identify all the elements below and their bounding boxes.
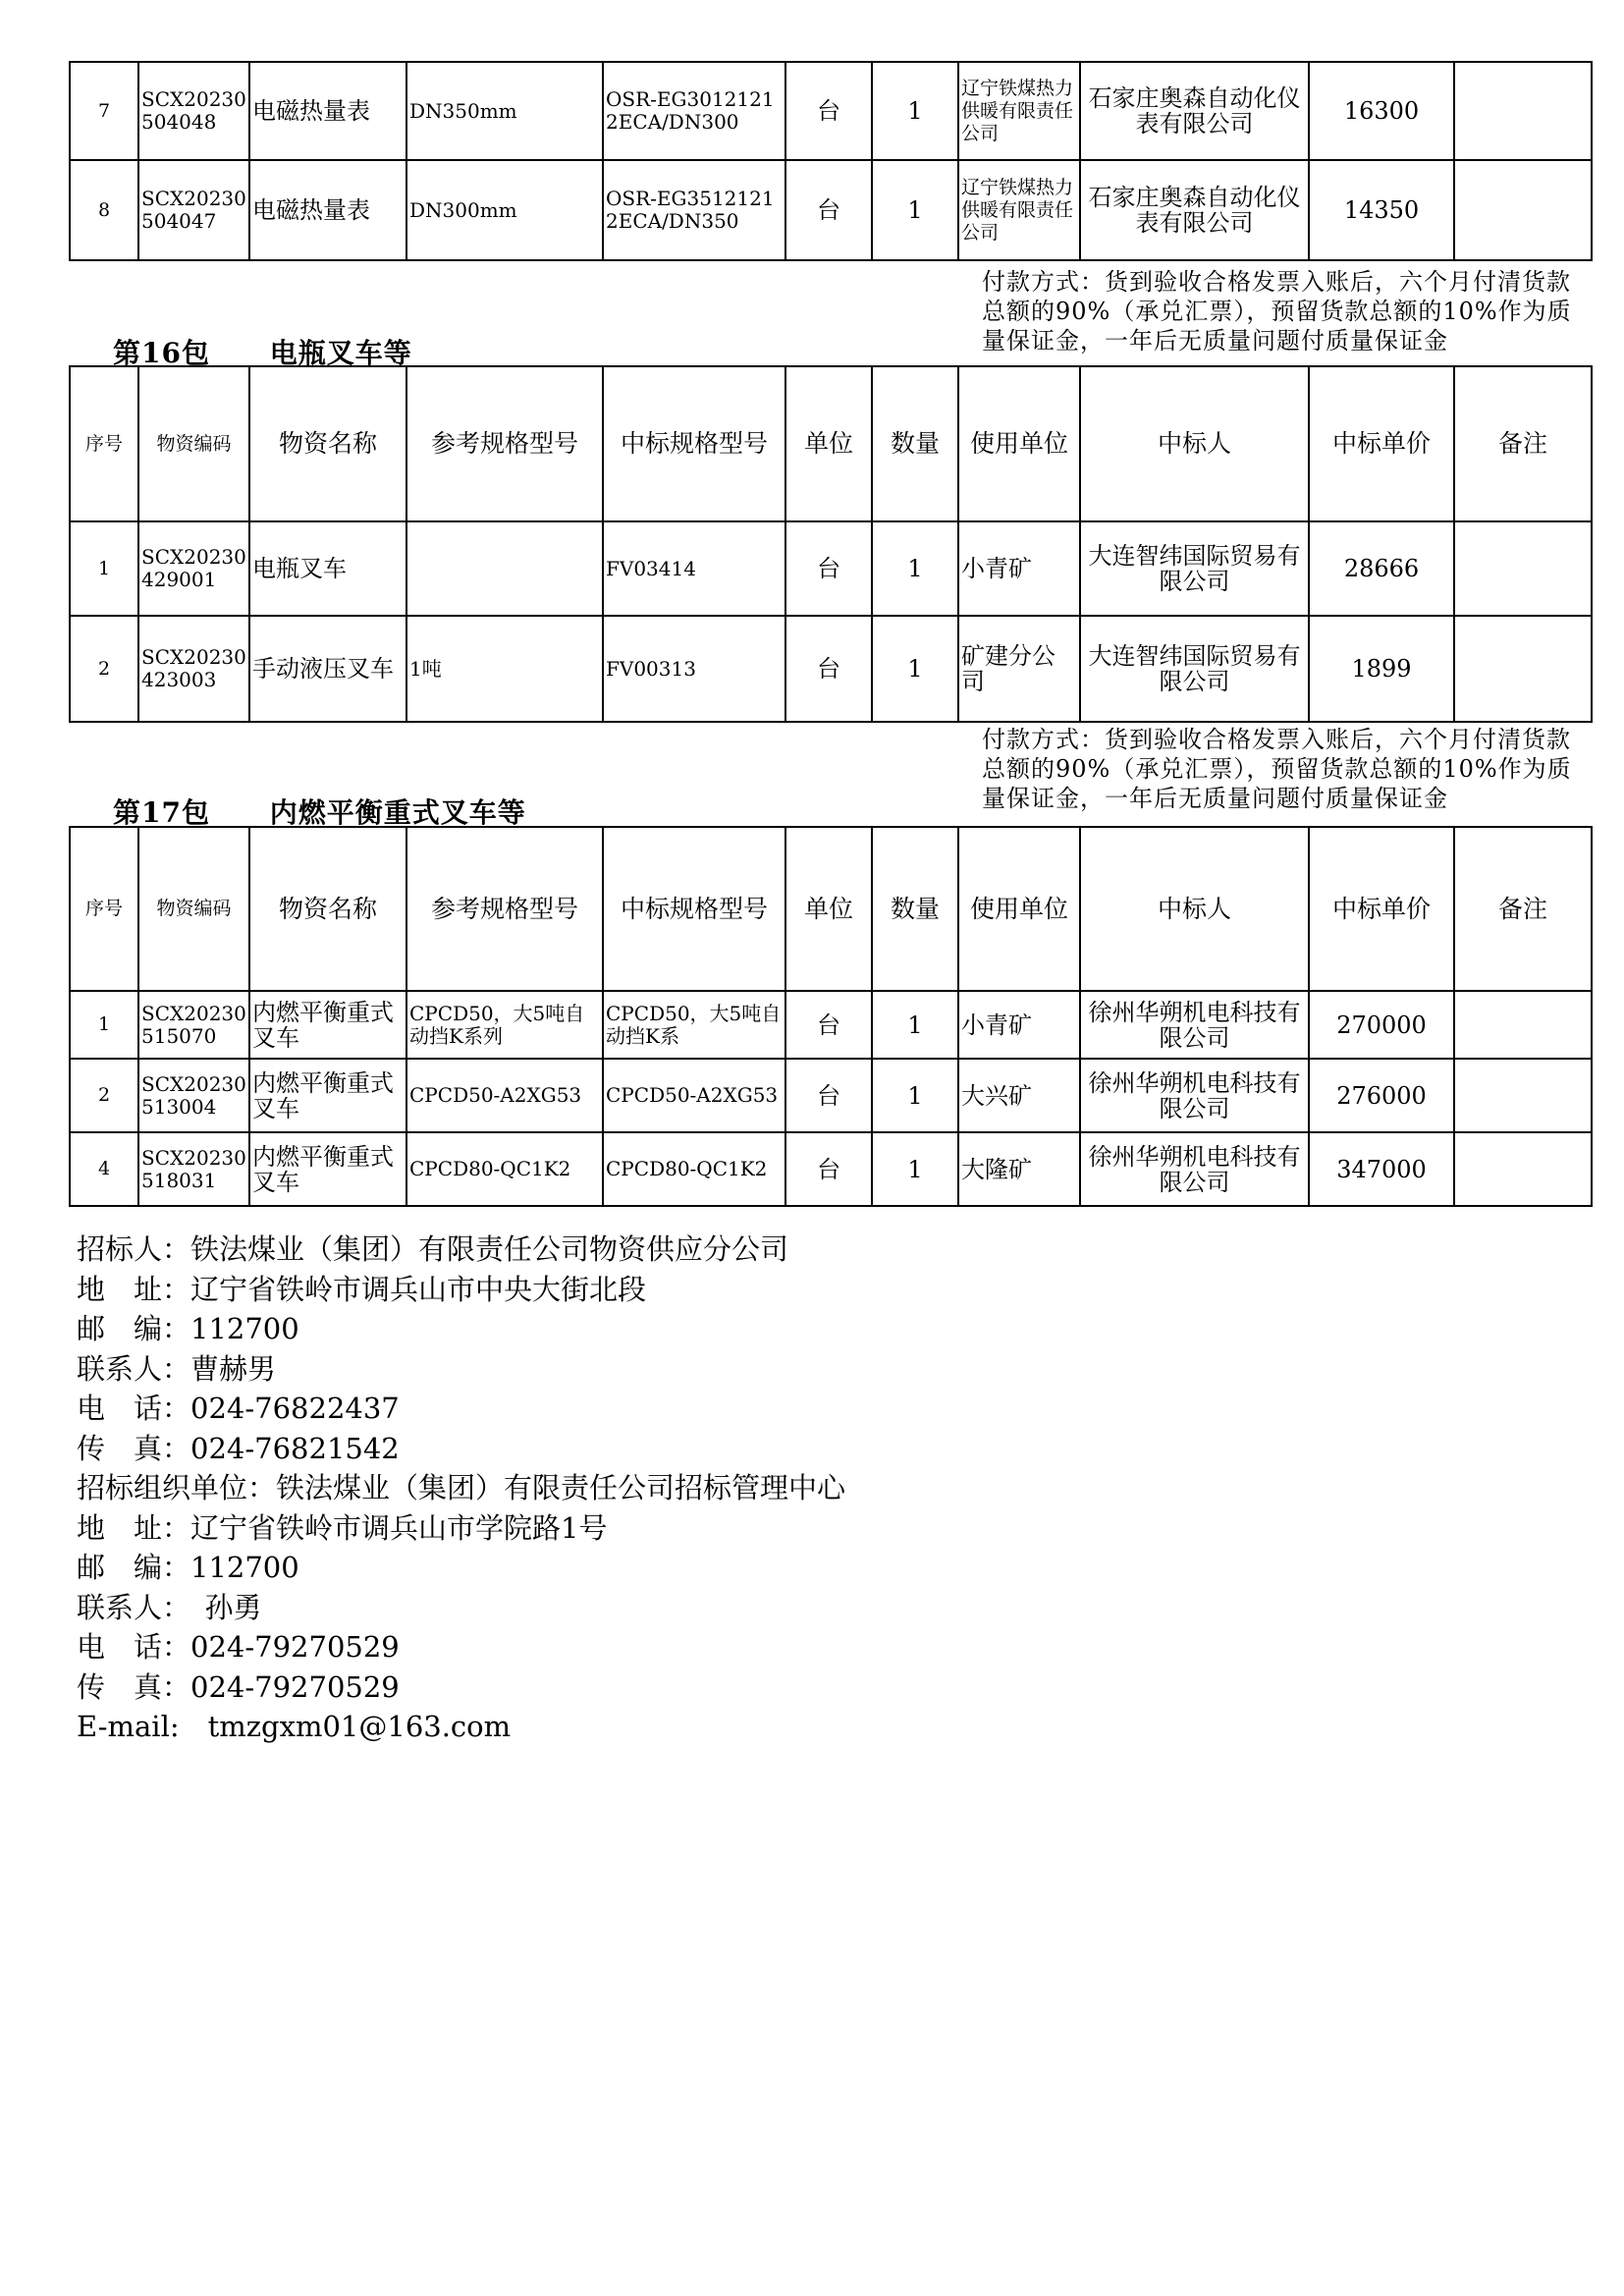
bid-spec: OSR-EG35121212ECA/DN350: [603, 160, 785, 260]
quantity: 1: [872, 160, 958, 260]
row-no: 2: [70, 1059, 138, 1132]
tenderer-fax: 传 真：024-76821542: [77, 1431, 400, 1465]
header-cell: 备注: [1454, 366, 1592, 521]
remark: [1454, 1059, 1592, 1132]
material-code: SCX20230504047: [138, 160, 249, 260]
unit: 台: [785, 991, 872, 1059]
winner: 石家庄奥森自动化仪表有限公司: [1080, 160, 1309, 260]
material-name: 内燃平衡重式叉车: [249, 1059, 406, 1132]
header-cell: 序号: [70, 366, 138, 521]
winner: 徐州华朔机电科技有限公司: [1080, 991, 1309, 1059]
winner: 徐州华朔机电科技有限公司: [1080, 1132, 1309, 1206]
package-name: 内燃平衡重式叉车等: [269, 796, 526, 829]
row-no: 7: [70, 62, 138, 160]
header-cell: 中标单价: [1309, 827, 1454, 991]
material-name: 电瓶叉车: [249, 521, 406, 616]
material-code: SCX20230513004: [138, 1059, 249, 1132]
agency-line: 招标组织单位：铁法煤业（集团）有限责任公司招标管理中心: [77, 1471, 846, 1504]
remark: [1454, 521, 1592, 616]
header-cell: 参考规格型号: [406, 366, 603, 521]
quantity: 1: [872, 521, 958, 616]
quantity: 1: [872, 1132, 958, 1206]
header-cell: 单位: [785, 827, 872, 991]
agency-phone: 电 话：024-79270529: [77, 1630, 400, 1664]
unit: 台: [785, 1132, 872, 1206]
winner: 石家庄奥森自动化仪表有限公司: [1080, 62, 1309, 160]
top-table: [69, 61, 1593, 261]
unit-price: 347000: [1309, 1132, 1454, 1206]
header-cell: 中标规格型号: [603, 366, 785, 521]
package-17-table: [69, 826, 1593, 1207]
winner: 大连智纬国际贸易有限公司: [1080, 616, 1309, 722]
user-unit: 小青矿: [958, 991, 1080, 1059]
unit: 台: [785, 62, 872, 160]
package-name: 电瓶叉车等: [269, 337, 412, 369]
quantity: 1: [872, 62, 958, 160]
material-code: SCX20230429001: [138, 521, 249, 616]
ref-spec: CPCD80-QC1K2: [406, 1132, 603, 1206]
payment-terms-17: 付款方式：货到验收合格发票入账后，六个月付清货款总额的90%（承兑汇票），预留货款总额的10%作为质量保证金，一年后无质量问题付质量保证金: [982, 726, 1572, 812]
material-code: SCX20230423003: [138, 616, 249, 722]
agency-address: 地 址：辽宁省铁岭市调兵山市学院路1号: [77, 1510, 608, 1545]
material-code: SCX20230504048: [138, 62, 249, 160]
header-cell: 使用单位: [958, 827, 1080, 991]
header-cell: 物资名称: [249, 827, 406, 991]
ref-spec: DN300mm: [406, 160, 603, 260]
header-cell: 数量: [872, 827, 958, 991]
tenderer-contact: 联系人：曹赫男: [77, 1351, 277, 1386]
unit-price: 270000: [1309, 991, 1454, 1059]
user-unit: 大隆矿: [958, 1132, 1080, 1206]
remark: [1454, 991, 1592, 1059]
remark: [1454, 62, 1592, 160]
header-cell: 物资编码: [138, 827, 249, 991]
quantity: 1: [872, 616, 958, 722]
table-row: [70, 616, 1592, 722]
ref-spec: CPCD50，大5吨自动挡K系列: [406, 991, 603, 1059]
ref-spec: 1吨: [406, 616, 603, 722]
payment-terms-16: 付款方式：货到验收合格发票入账后，六个月付清货款总额的90%（承兑汇票），预留货款总额的10%作为质量保证金，一年后无质量问题付质量保证金: [982, 268, 1572, 355]
agency-postcode: 邮 编：112700: [77, 1551, 299, 1584]
user-unit: 矿建分公司: [958, 616, 1080, 722]
unit: 台: [785, 1059, 872, 1132]
row-no: 8: [70, 160, 138, 260]
user-unit: 小青矿: [958, 521, 1080, 616]
header-cell: 物资编码: [138, 366, 249, 521]
material-name: 电磁热量表: [249, 62, 406, 160]
bid-spec: CPCD50，大5吨自动挡K系: [603, 991, 785, 1059]
row-no: 1: [70, 521, 138, 616]
unit-price: 1899: [1309, 616, 1454, 722]
unit-price: 276000: [1309, 1059, 1454, 1132]
tenderer-phone: 电 话：024-76822437: [77, 1392, 400, 1425]
tenderer-address: 地 址：辽宁省铁岭市调兵山市中央大街北段: [77, 1272, 647, 1306]
table-row: [70, 1132, 1592, 1206]
bid-spec: FV00313: [603, 616, 785, 722]
unit-price: 16300: [1309, 62, 1454, 160]
table-row: [70, 521, 1592, 616]
unit-price: 14350: [1309, 160, 1454, 260]
material-code: SCX20230518031: [138, 1132, 249, 1206]
header-cell: 单位: [785, 366, 872, 521]
row-no: 4: [70, 1132, 138, 1206]
header-cell: 中标规格型号: [603, 827, 785, 991]
contact-info: [77, 1230, 845, 1747]
package-16-table: [69, 365, 1593, 723]
ref-spec: DN350mm: [406, 62, 603, 160]
table-row: [70, 1059, 1592, 1132]
row-no: 1: [70, 991, 138, 1059]
package-label: 第16包: [113, 337, 210, 369]
unit-price: 28666: [1309, 521, 1454, 616]
bid-spec: CPCD80-QC1K2: [603, 1132, 785, 1206]
bid-spec: CPCD50-A2XG53: [603, 1059, 785, 1132]
unit: 台: [785, 160, 872, 260]
ref-spec: CPCD50-A2XG53: [406, 1059, 603, 1132]
material-name: 内燃平衡重式叉车: [249, 1132, 406, 1206]
agency-fax: 传 真：024-79270529: [77, 1669, 400, 1704]
package-label: 第17包: [113, 796, 210, 829]
header-row: [70, 366, 1592, 521]
winner: 大连智纬国际贸易有限公司: [1080, 521, 1309, 616]
bid-spec: OSR-EG30121212ECA/DN300: [603, 62, 785, 160]
unit: 台: [785, 616, 872, 722]
quantity: 1: [872, 1059, 958, 1132]
material-name: 内燃平衡重式叉车: [249, 991, 406, 1059]
ref-spec: [406, 521, 603, 616]
header-cell: 使用单位: [958, 366, 1080, 521]
quantity: 1: [872, 991, 958, 1059]
user-unit: 辽宁铁煤热力供暖有限责任公司: [958, 160, 1080, 260]
header-cell: 中标人: [1080, 827, 1309, 991]
tenderer-line: 招标人：铁法煤业（集团）有限责任公司物资供应分公司: [77, 1232, 789, 1266]
user-unit: 辽宁铁煤热力供暖有限责任公司: [958, 62, 1080, 160]
header-cell: 备注: [1454, 827, 1592, 991]
header-cell: 中标人: [1080, 366, 1309, 521]
material-name: 电磁热量表: [249, 160, 406, 260]
tenderer-postcode: 邮 编：112700: [77, 1312, 299, 1345]
material-code: SCX20230515070: [138, 991, 249, 1059]
user-unit: 大兴矿: [958, 1059, 1080, 1132]
header-cell: 序号: [70, 827, 138, 991]
material-name: 手动液压叉车: [249, 616, 406, 722]
header-cell: 中标单价: [1309, 366, 1454, 521]
remark: [1454, 1132, 1592, 1206]
row-no: 2: [70, 616, 138, 722]
remark: [1454, 160, 1592, 260]
table-row: [70, 62, 1592, 160]
remark: [1454, 616, 1592, 722]
header-cell: 参考规格型号: [406, 827, 603, 991]
header-cell: 数量: [872, 366, 958, 521]
package-17-title: [113, 792, 526, 831]
header-row: [70, 827, 1592, 991]
unit: 台: [785, 521, 872, 616]
table-row: [70, 991, 1592, 1059]
winner: 徐州华朔机电科技有限公司: [1080, 1059, 1309, 1132]
agency-contact: 联系人： 孙勇: [77, 1590, 262, 1624]
header-cell: 物资名称: [249, 366, 406, 521]
bid-spec: FV03414: [603, 521, 785, 616]
email-line: E-mail: tmzgxm01@163.com: [77, 1710, 512, 1743]
table-row: [70, 160, 1592, 260]
